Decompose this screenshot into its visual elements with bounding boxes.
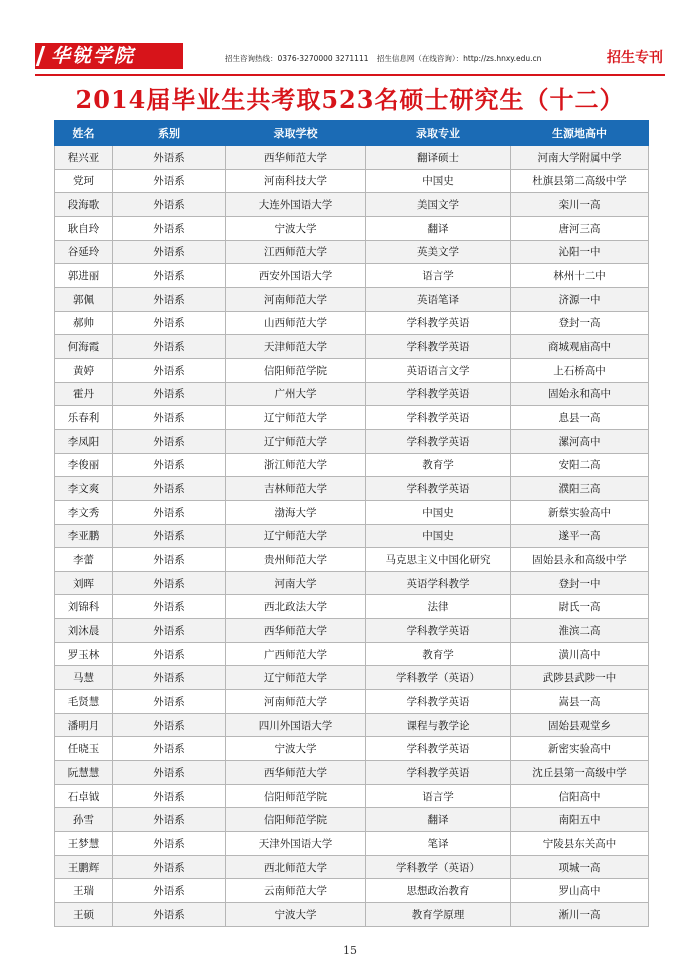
cell-major: 英语学科教学 (366, 571, 511, 595)
cell-major: 语言学 (366, 264, 511, 288)
cell-school: 西北政法大学 (226, 595, 366, 619)
table-row (55, 832, 649, 856)
cell-department: 外语系 (113, 240, 226, 264)
page-header (35, 40, 665, 74)
cell-department: 外语系 (113, 619, 226, 643)
cell-school: 河南科技大学 (226, 169, 366, 193)
cell-department: 外语系 (113, 264, 226, 288)
cell-major: 英语笔译 (366, 287, 511, 311)
cell-school: 信阳师范学院 (226, 784, 366, 808)
cell-major: 翻译 (366, 216, 511, 240)
cell-major: 教育学 (366, 642, 511, 666)
cell-department: 外语系 (113, 761, 226, 785)
cell-department: 外语系 (113, 406, 226, 430)
table-row (55, 406, 649, 430)
cell-name: 李凤阳 (55, 429, 113, 453)
cell-major: 中国史 (366, 169, 511, 193)
table-row (55, 477, 649, 501)
cell-high-school: 南阳五中 (511, 808, 649, 832)
cell-name: 刘沐晨 (55, 619, 113, 643)
cell-high-school: 杜旗县第二高级中学 (511, 169, 649, 193)
cell-high-school: 登封一中 (511, 571, 649, 595)
cell-major: 思想政治教育 (366, 879, 511, 903)
cell-high-school: 固始县永和高级中学 (511, 548, 649, 572)
cell-school: 云南师范大学 (226, 879, 366, 903)
table-row (55, 879, 649, 903)
cell-name: 李文秀 (55, 500, 113, 524)
cell-major: 教育学原理 (366, 903, 511, 927)
cell-high-school: 新密实验高中 (511, 737, 649, 761)
cell-department: 外语系 (113, 548, 226, 572)
cell-school: 河南师范大学 (226, 690, 366, 714)
table-header-row (55, 121, 649, 146)
cell-major: 学科教学英语 (366, 429, 511, 453)
table-row (55, 595, 649, 619)
cell-department: 外语系 (113, 358, 226, 382)
cell-name: 李亚鹏 (55, 524, 113, 548)
cell-major: 马克思主义中国化研究 (366, 548, 511, 572)
cell-high-school: 漯河高中 (511, 429, 649, 453)
cell-school: 宁波大学 (226, 216, 366, 240)
cell-major: 学科教学英语 (366, 406, 511, 430)
cell-department: 外语系 (113, 832, 226, 856)
hotline-text: 招生咨询热线：0376-3270000 3271111 (225, 54, 369, 63)
cell-school: 渤海大学 (226, 500, 366, 524)
cell-high-school: 淅川一高 (511, 903, 649, 927)
table-row (55, 784, 649, 808)
cell-department: 外语系 (113, 311, 226, 335)
cell-department: 外语系 (113, 642, 226, 666)
cell-department: 外语系 (113, 855, 226, 879)
cell-name: 刘晖 (55, 571, 113, 595)
college-logo: 华锐学院 (35, 43, 183, 69)
cell-major: 教育学 (366, 453, 511, 477)
table-row (55, 358, 649, 382)
cell-major: 翻译 (366, 808, 511, 832)
cell-department: 外语系 (113, 382, 226, 406)
cell-school: 西华师范大学 (226, 761, 366, 785)
section-label: 招生专刊 (607, 50, 663, 66)
table-row (55, 240, 649, 264)
cell-major: 英语语言文学 (366, 358, 511, 382)
table-row (55, 146, 649, 170)
cell-high-school: 淮滨二高 (511, 619, 649, 643)
cell-name: 刘锦科 (55, 595, 113, 619)
cell-department: 外语系 (113, 808, 226, 832)
cell-major: 英美文学 (366, 240, 511, 264)
cell-name: 乐春利 (55, 406, 113, 430)
cell-high-school: 潢川高中 (511, 642, 649, 666)
cell-department: 外语系 (113, 571, 226, 595)
cell-name: 何海霞 (55, 335, 113, 359)
cell-school: 辽宁师范大学 (226, 524, 366, 548)
cell-school: 江西师范大学 (226, 240, 366, 264)
table-row (55, 216, 649, 240)
cell-department: 外语系 (113, 784, 226, 808)
cell-department: 外语系 (113, 737, 226, 761)
cell-high-school: 上石桥高中 (511, 358, 649, 382)
cell-department: 外语系 (113, 335, 226, 359)
cell-name: 马慧 (55, 666, 113, 690)
cell-school: 山西师范大学 (226, 311, 366, 335)
cell-department: 外语系 (113, 477, 226, 501)
cell-high-school: 沈丘县第一高级中学 (511, 761, 649, 785)
cell-high-school: 罗山高中 (511, 879, 649, 903)
cell-department: 外语系 (113, 595, 226, 619)
table-row (55, 666, 649, 690)
table-row (55, 737, 649, 761)
cell-department: 外语系 (113, 193, 226, 217)
cell-high-school: 河南大学附属中学 (511, 146, 649, 170)
cell-name: 霍丹 (55, 382, 113, 406)
cell-major: 语言学 (366, 784, 511, 808)
cell-major: 笔译 (366, 832, 511, 856)
cell-name: 程兴亚 (55, 146, 113, 170)
cell-name: 李俊丽 (55, 453, 113, 477)
cell-major: 中国史 (366, 500, 511, 524)
contact-info (225, 53, 547, 64)
cell-high-school: 济源一中 (511, 287, 649, 311)
cell-department: 外语系 (113, 879, 226, 903)
cell-name: 阮慧慧 (55, 761, 113, 785)
cell-department: 外语系 (113, 690, 226, 714)
cell-high-school: 新蔡实验高中 (511, 500, 649, 524)
cell-name: 王梦慧 (55, 832, 113, 856)
cell-major: 学科教学英语 (366, 311, 511, 335)
cell-major: 课程与教学论 (366, 713, 511, 737)
cell-name: 王鹏辉 (55, 855, 113, 879)
cell-school: 四川外国语大学 (226, 713, 366, 737)
cell-name: 任晓玉 (55, 737, 113, 761)
cell-department: 外语系 (113, 713, 226, 737)
cell-major: 学科教学（英语） (366, 855, 511, 879)
cell-major: 学科教学英语 (366, 335, 511, 359)
cell-high-school: 安阳二高 (511, 453, 649, 477)
page-number: 15 (343, 944, 357, 957)
cell-name: 郝帅 (55, 311, 113, 335)
cell-high-school: 栾川一高 (511, 193, 649, 217)
cell-major: 学科教学英语 (366, 737, 511, 761)
cell-name: 耿自玲 (55, 216, 113, 240)
cell-department: 外语系 (113, 429, 226, 453)
cell-high-school: 嵩县一高 (511, 690, 649, 714)
cell-major: 学科教学（英语） (366, 666, 511, 690)
table-row (55, 548, 649, 572)
cell-name: 毛贤慧 (55, 690, 113, 714)
table-row (55, 169, 649, 193)
cell-major: 美国文学 (366, 193, 511, 217)
cell-department: 外语系 (113, 169, 226, 193)
cell-high-school: 沁阳一中 (511, 240, 649, 264)
cell-school: 辽宁师范大学 (226, 666, 366, 690)
cell-name: 孙雪 (55, 808, 113, 832)
cell-name: 李蕾 (55, 548, 113, 572)
page-title: 2014届毕业生共考取523名硕士研究生（十二） (75, 85, 625, 114)
info-site-text: 招生信息网（在线咨询）：http://zs.hnxy.edu.cn (376, 54, 542, 63)
table-row (55, 808, 649, 832)
cell-school: 浙江师范大学 (226, 453, 366, 477)
cell-high-school: 濮阳三高 (511, 477, 649, 501)
col-header-school: 录取学校 (226, 121, 366, 146)
table-row (55, 619, 649, 643)
cell-school: 宁波大学 (226, 903, 366, 927)
cell-school: 西华师范大学 (226, 619, 366, 643)
cell-major: 学科教学英语 (366, 619, 511, 643)
col-header-major: 录取专业 (366, 121, 511, 146)
col-header-name: 姓名 (55, 121, 113, 146)
table-row (55, 855, 649, 879)
cell-name: 罗玉林 (55, 642, 113, 666)
cell-high-school: 息县一高 (511, 406, 649, 430)
cell-high-school: 遂平一高 (511, 524, 649, 548)
col-header-department: 系别 (113, 121, 226, 146)
cell-high-school: 尉氏一高 (511, 595, 649, 619)
cell-school: 河南大学 (226, 571, 366, 595)
cell-name: 党珂 (55, 169, 113, 193)
header-divider (35, 74, 665, 76)
cell-major: 法律 (366, 595, 511, 619)
col-header-high-school: 生源地高中 (511, 121, 649, 146)
cell-name: 石卓钺 (55, 784, 113, 808)
admissions-table (54, 120, 649, 927)
cell-name: 黄婷 (55, 358, 113, 382)
table-row (55, 382, 649, 406)
table-row (55, 311, 649, 335)
cell-name: 王硕 (55, 903, 113, 927)
cell-name: 谷延玲 (55, 240, 113, 264)
cell-high-school: 项城一高 (511, 855, 649, 879)
cell-department: 外语系 (113, 216, 226, 240)
table-row (55, 287, 649, 311)
cell-school: 广西师范大学 (226, 642, 366, 666)
table-row (55, 453, 649, 477)
table-row (55, 264, 649, 288)
table-row (55, 193, 649, 217)
cell-school: 西北师范大学 (226, 855, 366, 879)
cell-school: 贵州师范大学 (226, 548, 366, 572)
cell-name: 郭佩 (55, 287, 113, 311)
cell-department: 外语系 (113, 146, 226, 170)
cell-school: 辽宁师范大学 (226, 429, 366, 453)
cell-school: 天津外国语大学 (226, 832, 366, 856)
cell-high-school: 登封一高 (511, 311, 649, 335)
cell-major: 学科教学英语 (366, 477, 511, 501)
cell-major: 学科教学英语 (366, 761, 511, 785)
table-row (55, 524, 649, 548)
cell-school: 信阳师范学院 (226, 358, 366, 382)
cell-name: 段海歌 (55, 193, 113, 217)
cell-department: 外语系 (113, 453, 226, 477)
cell-high-school: 固始县观堂乡 (511, 713, 649, 737)
table-row (55, 571, 649, 595)
cell-name: 潘明月 (55, 713, 113, 737)
cell-high-school: 固始永和高中 (511, 382, 649, 406)
cell-high-school: 宁陵县东关高中 (511, 832, 649, 856)
cell-department: 外语系 (113, 524, 226, 548)
table-row (55, 903, 649, 927)
cell-major: 翻译硕士 (366, 146, 511, 170)
cell-school: 西华师范大学 (226, 146, 366, 170)
cell-department: 外语系 (113, 500, 226, 524)
table-row (55, 690, 649, 714)
table-row (55, 761, 649, 785)
cell-high-school: 商城观庙高中 (511, 335, 649, 359)
cell-school: 西安外国语大学 (226, 264, 366, 288)
cell-school: 宁波大学 (226, 737, 366, 761)
cell-high-school: 林州十二中 (511, 264, 649, 288)
table-row (55, 335, 649, 359)
table-body (55, 146, 649, 927)
cell-school: 辽宁师范大学 (226, 406, 366, 430)
cell-school: 广州大学 (226, 382, 366, 406)
cell-major: 中国史 (366, 524, 511, 548)
cell-school: 吉林师范大学 (226, 477, 366, 501)
cell-high-school: 武陟县武陟一中 (511, 666, 649, 690)
cell-high-school: 唐河三高 (511, 216, 649, 240)
cell-high-school: 信阳高中 (511, 784, 649, 808)
cell-name: 郭进丽 (55, 264, 113, 288)
cell-department: 外语系 (113, 666, 226, 690)
table-row (55, 500, 649, 524)
cell-major: 学科教学英语 (366, 382, 511, 406)
cell-name: 李文爽 (55, 477, 113, 501)
cell-school: 大连外国语大学 (226, 193, 366, 217)
cell-department: 外语系 (113, 287, 226, 311)
table-row (55, 642, 649, 666)
cell-school: 天津师范大学 (226, 335, 366, 359)
table-row (55, 429, 649, 453)
cell-department: 外语系 (113, 903, 226, 927)
cell-name: 王瑞 (55, 879, 113, 903)
cell-school: 信阳师范学院 (226, 808, 366, 832)
cell-major: 学科教学英语 (366, 690, 511, 714)
cell-school: 河南师范大学 (226, 287, 366, 311)
table-row (55, 713, 649, 737)
